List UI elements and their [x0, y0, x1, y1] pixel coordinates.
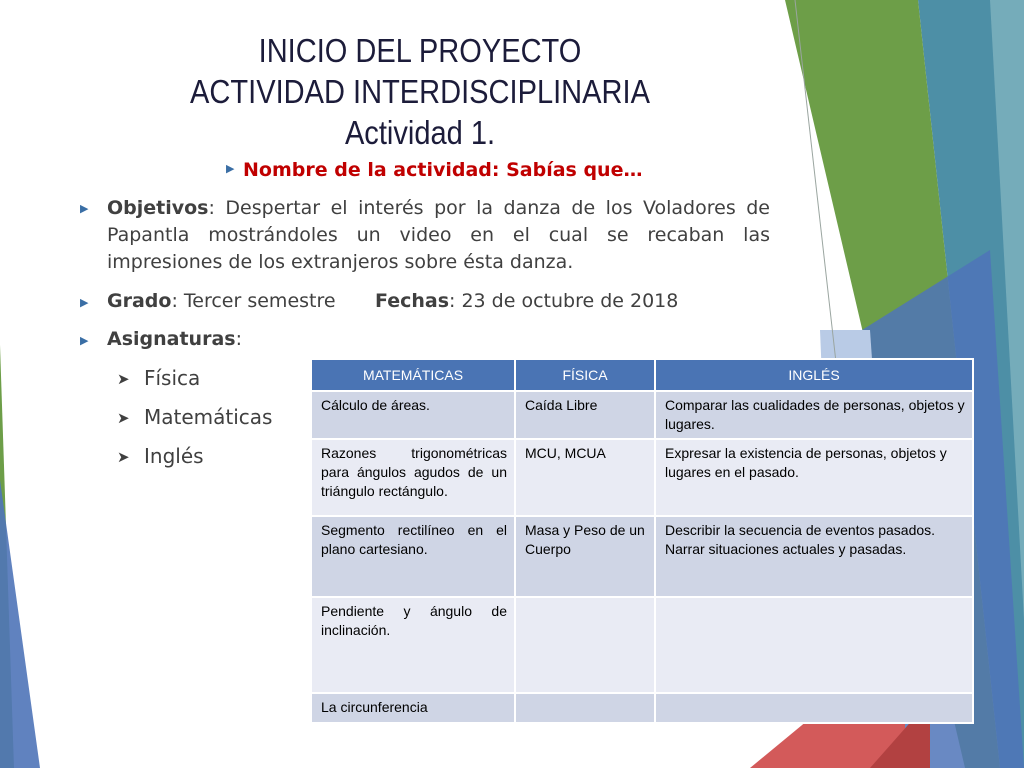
table-row — [311, 597, 973, 693]
title-line-2: ACTIVIDAD INTERDISCIPLINARIA — [190, 73, 650, 110]
cell-line: Describir la secuencia de eventos pasados. — [665, 522, 936, 538]
header-fisica: FÍSICA — [515, 359, 655, 391]
table-row — [311, 693, 973, 723]
objectives-label: Objetivos — [107, 197, 209, 219]
table-cell: Razones trigonométricas para ángulos agudos de un triángulo rectángulo. — [311, 439, 515, 516]
subjects-colon: : — [235, 328, 242, 350]
cell-line: Narrar situaciones actuales y pasadas. — [665, 541, 907, 557]
dates-label: Fechas — [375, 290, 450, 312]
table-cell: La circunferencia — [311, 693, 515, 723]
table-cell: Expresar la existencia de personas, objetos y lugares en el pasado. — [655, 439, 973, 516]
table-row — [311, 439, 973, 516]
table-header-row — [311, 359, 973, 391]
subjects-heading — [107, 328, 242, 350]
table-cell: Caída Libre — [515, 391, 655, 439]
grade-label: Grado — [107, 290, 172, 312]
subjects-table — [310, 358, 974, 724]
subjects-label: Asignaturas — [107, 328, 236, 350]
table-cell: Pendiente y ángulo de inclinación. — [311, 597, 515, 693]
table-cell — [655, 597, 973, 693]
deco-left-blue — [0, 480, 40, 768]
table-cell: Masa y Peso de un Cuerpo — [515, 516, 655, 597]
table-cell — [655, 516, 973, 597]
bullet-arrow-icon: ▶ — [226, 162, 235, 175]
bullet-arrow-icon: ▶ — [80, 296, 89, 309]
bullet-arrow-icon: ▶ — [80, 202, 89, 215]
table-cell — [515, 597, 655, 693]
header-matematicas: MATEMÁTICAS — [311, 359, 515, 391]
objectives-paragraph — [107, 195, 770, 276]
grade-line — [107, 290, 336, 312]
table-cell — [515, 693, 655, 723]
table-cell: Comparar las cualidades de personas, objetos y lugares. — [655, 391, 973, 439]
chevron-right-icon: ➤ — [117, 370, 130, 388]
title-line-1: INICIO DEL PROYECTO — [258, 32, 582, 69]
table-cell: Cálculo de áreas. — [311, 391, 515, 439]
dates-text: : 23 de octubre de 2018 — [449, 290, 679, 312]
table-row — [311, 391, 973, 439]
subject-item: Inglés — [144, 444, 204, 468]
table-row — [311, 516, 973, 597]
objectives-text: : Despertar el interés por la danza de los Voladores de Papantla mostrándoles un video en el cual se recaban las impresiones de los extranjeros sobre ésta danza. — [107, 197, 770, 273]
table-cell — [655, 693, 973, 723]
title-line-3: Actividad 1. — [344, 114, 496, 151]
header-ingles: INGLÉS — [655, 359, 973, 391]
dates-line — [375, 290, 678, 312]
table-cell: MCU, MCUA — [515, 439, 655, 516]
chevron-right-icon: ➤ — [117, 448, 130, 466]
chevron-right-icon: ➤ — [117, 409, 130, 427]
subject-item: Matemáticas — [144, 405, 273, 429]
activity-name: Nombre de la actividad: Sabías que… — [243, 159, 643, 181]
slide-title — [165, 30, 675, 153]
table-cell: Segmento rectilíneo en el plano cartesiano. — [311, 516, 515, 597]
bullet-arrow-icon: ▶ — [80, 334, 89, 347]
grade-text: : Tercer semestre — [171, 290, 336, 312]
subject-item: Física — [144, 366, 201, 390]
